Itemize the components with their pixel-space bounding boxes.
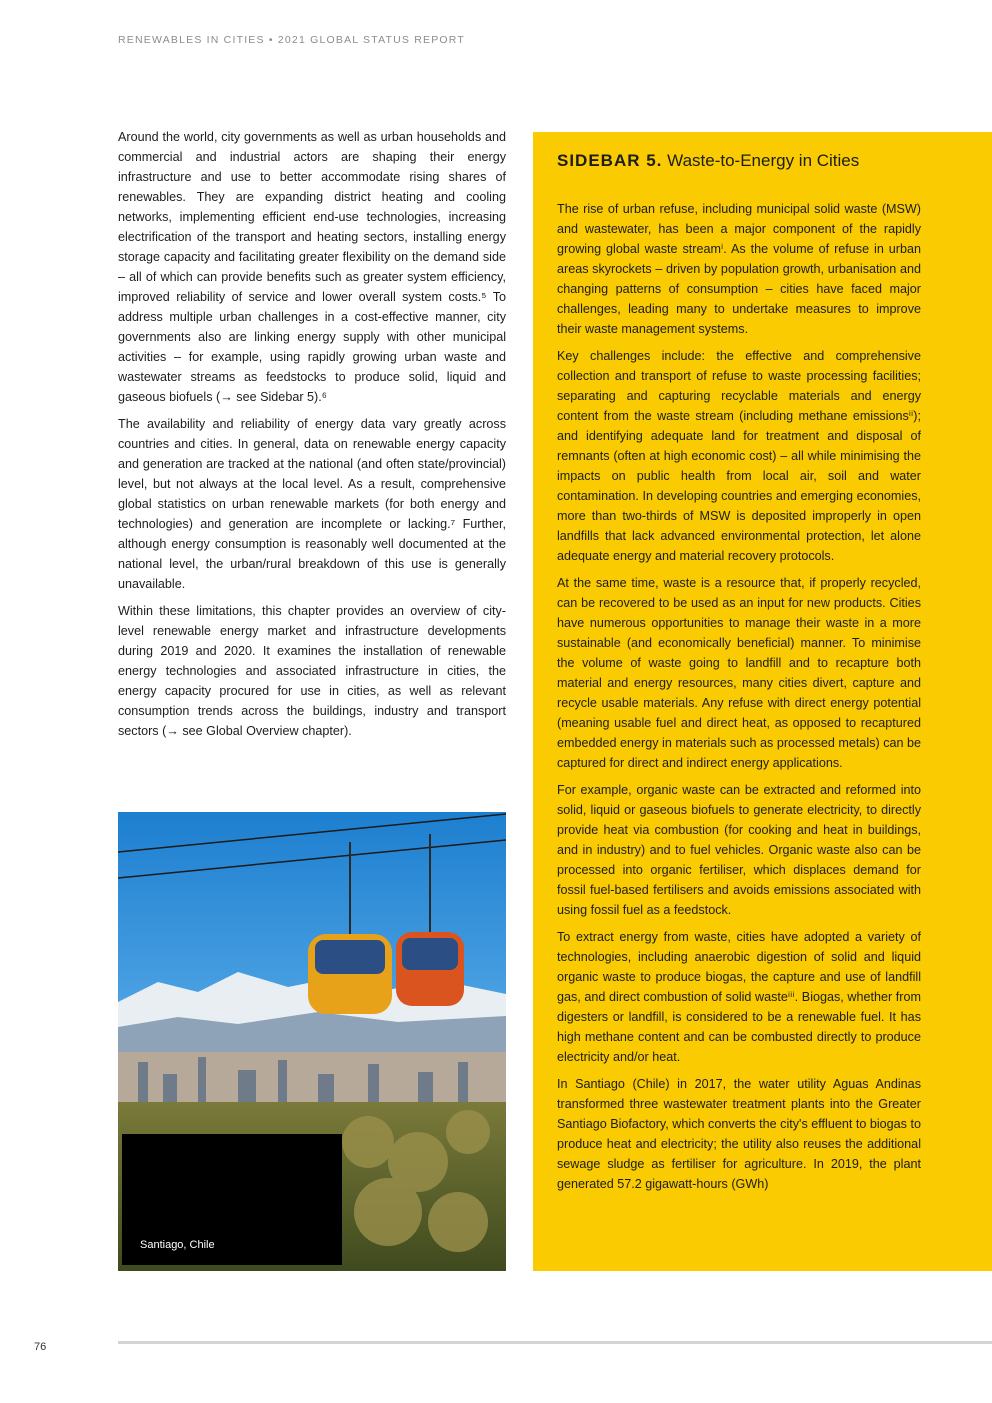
sidebar-label: SIDEBAR 5. — [557, 151, 663, 170]
main-paragraph: Around the world, city governments as well as urban households and commercial and industrial actors are shaping their energy infrastructure and use to better accommodate rising shares of renewables. They are expanding district heating and cooling networks, implementing efficient end-use technologies, increasing electrification of the transport and heating sectors, installing energy storage capacity and facilitating greater flexibility on the demand side – all of which can provide benefits such as greater system efficiency, improved reliability of service and lower overall system costs.⁵ To address multiple urban challenges in a cost-effective manner, city governments also are linking energy supply with other municipal activities – for example, using rapidly growing urban waste and wastewater streams as feedstocks to produce solid, liquid and gaseous biofuels (→ see Sidebar 5).⁶ — [118, 130, 506, 404]
main-paragraph: The availability and reliability of energy data vary greatly across countries and cities. In general, data on renewable energy capacity and generation are tracked at the national (and often state/provincial) level, but not always at the local level. As a result, comprehensive global statistics on urban renewable markets (for both energy and technologies) and generation are incomplete or lacking.⁷ Further, although energy consumption is reasonably well documented at the national level, the urban/rural breakdown of this use is generally unavailable. — [118, 417, 506, 591]
main-paragraph: Within these limitations, this chapter provides an overview of city-level renewable energy market and infrastructure developments during 2019 and 2020. It examines the installation of renewable energy technologies and associated infrastructure in cities, the energy capacity procured for use in cities, as well as relevant consumption trends across the buildings, industry and transport sectors (→ see Global Overview chapter). — [118, 604, 506, 738]
sidebar-heading — [557, 150, 921, 172]
sidebar-paragraph: For example, organic waste can be extracted and reformed into solid, liquid or gaseous biofuels to generate electricity, to directly provide heat via combustion (for cooking and heat in buildings, and in industry) and to fuel vehicles. Organic waste also can be processed into organic fertiliser, which displaces demand for fossil fuel-based fertilisers and avoids emissions associated with using fossil fuel as a feedstock. — [557, 783, 921, 917]
sidebar-paragraph: At the same time, waste is a resource that, if properly recycled, can be recovered to be used as an input for new products. Cities have numerous opportunities to manage their waste in a more sustainable (and economically beneficial) manner. To minimise the volume of waste going to landfill and to recapture both material and energy resources, many cities divert, capture and recycle usable materials. Any refuse with direct energy potential (meaning usable fuel and direct heat, as opposed to recaptured embedded energy in materials such as processed metals) can be captured for direct and indirect energy applications. — [557, 576, 922, 770]
santiago-cable-car-photo — [118, 812, 506, 1271]
photo-caption: Santiago, Chile — [140, 1239, 215, 1251]
sidebar-body — [557, 199, 921, 1194]
running-header: RENEWABLES IN CITIES • 2021 GLOBAL STATUS REPORT — [118, 34, 465, 46]
page-number: 76 — [34, 1341, 47, 1353]
sidebar-paragraph: The rise of urban refuse, including municipal solid waste (MSW) and wastewater, has been a major component of the rapidly growing global waste streamⁱ. As the volume of refuse in urban areas skyrockets – driven by population growth, urbanisation and changing patterns of consumption – cities have faced major challenges, leading many to undertake measures to improve their waste management systems. — [557, 202, 921, 336]
photo-illustration — [118, 812, 506, 1271]
sidebar-box — [533, 132, 992, 1271]
sidebar-paragraph: Key challenges include: the effective and comprehensive collection and transport of refuse to waste processing facilities; separating and capturing recyclable materials and energy content from the waste stream (including methane emissionsⁱⁱ); and identifying adequate land for treatment and disposal of remnants (often at high economic cost) – all while minimising the impacts on public health from local air, soil and water contamination. In developing countries and emerging economies, more than two-thirds of MSW is deposited improperly in open landfills that lack advanced environmental protection, let alone adequate energy and material recovery protocols. — [557, 349, 921, 563]
main-text-column — [118, 127, 506, 748]
footer-rule — [118, 1341, 992, 1344]
sidebar-paragraph: In Santiago (Chile) in 2017, the water utility Aguas Andinas transformed three wastewater treatment plants into the Greater Santiago Biofactory, which converts the city's effluent to biogas to produce heat and electricity; the utility also reuses the additional sewage sludge as fertiliser for agriculture. In 2019, the plant generated 57.2 gigawatt-hours (GWh) — [557, 1077, 921, 1191]
sidebar-paragraph: To extract energy from waste, cities have adopted a variety of technologies, including anaerobic digestion of solid and liquid organic waste to produce biogas, the capture and use of landfill gas, and direct combustion of solid wasteⁱⁱⁱ. Biogas, whether from digesters or landfill, is considered to be a renewable fuel. It has high methane content and can be combusted directly to produce electricity and/or heat. — [557, 930, 921, 1064]
sidebar-title: Waste-to-Energy in Cities — [667, 151, 860, 170]
